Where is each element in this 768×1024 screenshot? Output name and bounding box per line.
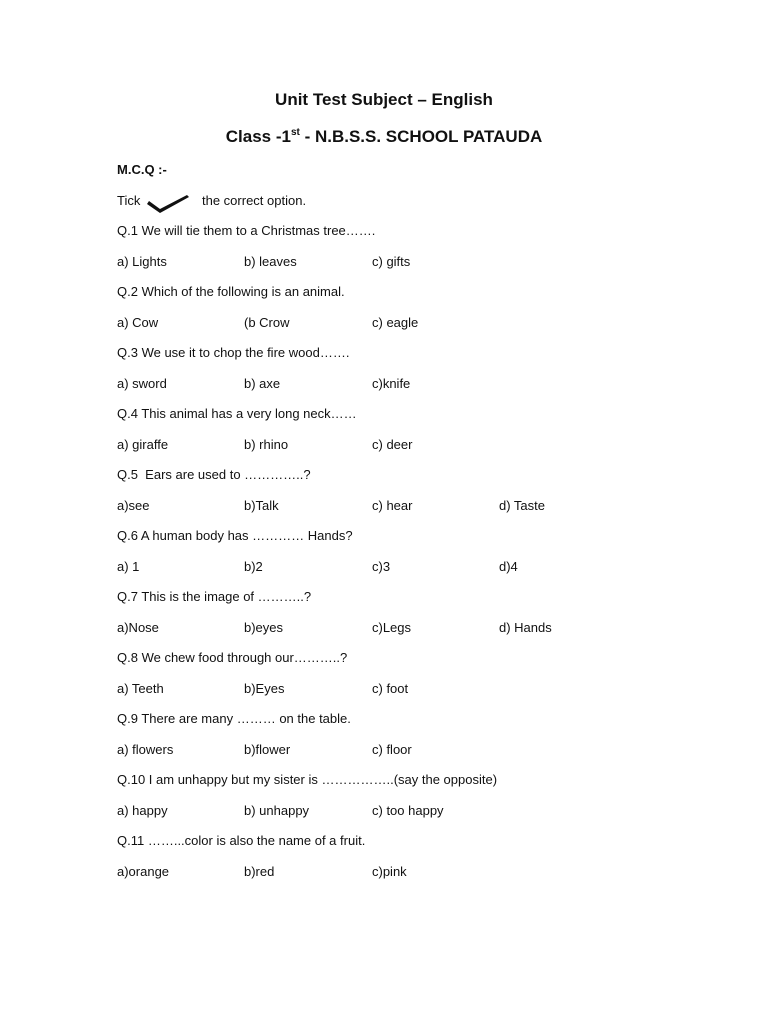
option-b: b) rhino [244, 437, 289, 452]
option-a: a)Nose [117, 620, 159, 635]
option-c: c) floor [372, 742, 412, 757]
option-b: b)Eyes [244, 681, 285, 696]
question-text: Q.4 This animal has a very long neck…… [117, 406, 357, 421]
option-a: a) giraffe [117, 437, 169, 452]
school-name: - N.B.S.S. SCHOOL PATAUDA [299, 127, 543, 146]
option-c: c) foot [372, 681, 409, 696]
option-b: b)red [244, 864, 275, 879]
option-c: c)knife [372, 376, 411, 391]
instruction-text: the correct option. [202, 193, 307, 208]
question-text: Q.10 I am unhappy but my sister is ……………..(say the opposite) [117, 772, 498, 787]
question-text: Q.8 We chew food through our………..? [117, 650, 348, 665]
option-c: c) deer [372, 437, 413, 452]
option-d: d)4 [499, 559, 518, 574]
option-b: b) axe [244, 376, 281, 391]
class-prefix: Class -1 [225, 127, 291, 146]
question-text: Q.6 A human body has ………… Hands? [117, 528, 353, 543]
option-b: b) leaves [244, 254, 297, 269]
option-c: c) gifts [372, 254, 411, 269]
option-a: a) flowers [117, 742, 174, 757]
option-a: a) Cow [117, 315, 159, 330]
question-text: Q.3 We use it to chop the fire wood……. [117, 345, 350, 360]
question-text: Q.2 Which of the following is an animal. [117, 284, 345, 299]
section-heading: M.C.Q :- [117, 162, 167, 177]
option-b: b)flower [244, 742, 291, 757]
option-c: c)Legs [372, 620, 412, 635]
option-c: c) hear [372, 498, 413, 513]
option-b: (b Crow [244, 315, 290, 330]
option-a: a) Teeth [117, 681, 164, 696]
option-c: c)3 [372, 559, 391, 574]
worksheet-title: Unit Test Subject – English [275, 90, 493, 109]
option-c: c) too happy [372, 803, 444, 818]
option-d: d) Hands [499, 620, 552, 635]
option-a: a) Lights [117, 254, 167, 269]
option-a: a) happy [117, 803, 168, 818]
tick-word: Tick [117, 193, 141, 208]
option-b: b)Talk [244, 498, 279, 513]
checkmark-icon [145, 192, 191, 222]
option-d: d) Taste [499, 498, 546, 513]
option-c: c)pink [372, 864, 407, 879]
question-text: Q.1 We will tie them to a Christmas tree……. [117, 223, 376, 238]
question-text: Q.9 There are many ……… on the table. [117, 711, 351, 726]
question-text: Q.5 Ears are used to …………..? [117, 467, 311, 482]
question-text: Q.7 This is the image of ………..? [117, 589, 312, 604]
option-b: b)eyes [244, 620, 284, 635]
class-ordinal-suffix: st [290, 127, 300, 138]
option-b: b) unhappy [244, 803, 310, 818]
option-a: a)orange [117, 864, 170, 879]
option-a: a) sword [117, 376, 167, 391]
option-a: a) 1 [117, 559, 140, 574]
option-c: c) eagle [372, 315, 419, 330]
class-school-line [0, 127, 768, 147]
option-a: a)see [117, 498, 150, 513]
option-b: b)2 [244, 559, 263, 574]
question-text: Q.11 ……...color is also the name of a fruit. [117, 833, 366, 848]
